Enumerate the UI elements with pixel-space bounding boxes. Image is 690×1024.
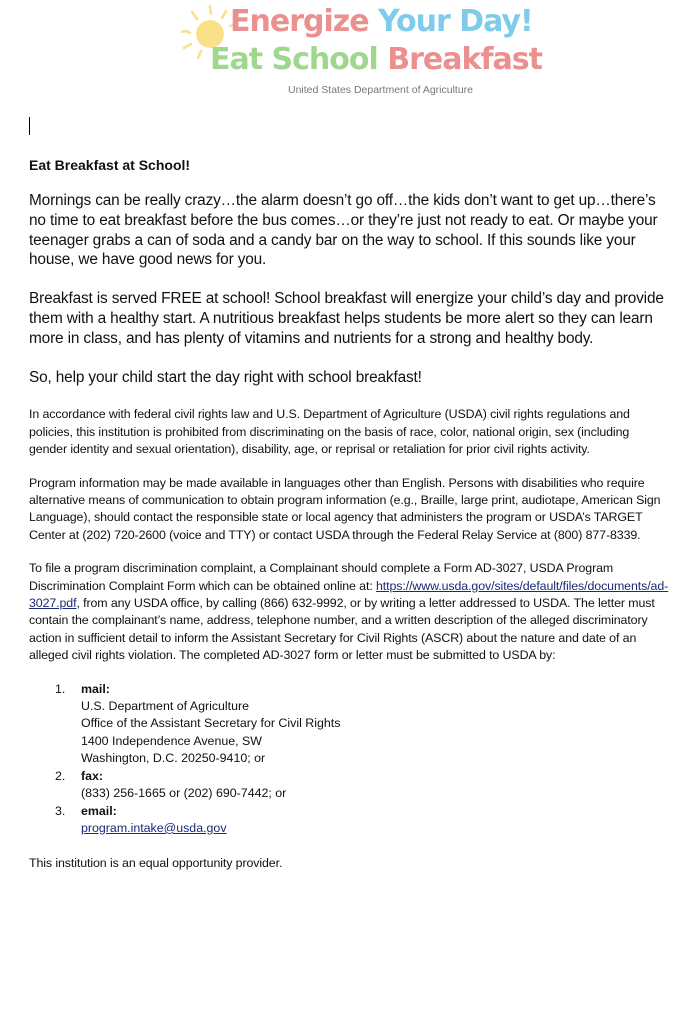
logo-line-1 (230, 4, 533, 39)
logo-word-energize: Energize (230, 4, 369, 39)
address-line: Washington, D.C. 20250-9410; or (81, 751, 266, 766)
energize-your-day-logo (170, 0, 542, 100)
address-line: 1400 Independence Avenue, SW (81, 733, 262, 748)
method-label: mail: (81, 681, 110, 696)
civil-rights-paragraph-1: In accordance with federal civil rights law and U.S. Department of Agriculture (USDA) civil rights regulations and policies, this institution is prohibited from discriminating on the basis of race, color, national origin, sex (including gender identity and sexual orientation), disability, age, or reprisal or retaliation for prior civil rights activity. (29, 407, 630, 457)
equal-opportunity-statement: This institution is an equal opportunity provider. (29, 856, 283, 871)
method-mail (29, 681, 669, 768)
logo-line-2 (210, 42, 542, 77)
method-label: email: (81, 803, 117, 818)
text-cursor (29, 117, 30, 135)
civil-rights-paragraph-3 (29, 560, 669, 664)
document-heading: Eat Breakfast at School! (29, 157, 191, 173)
paragraph-breakfast-free: Breakfast is served FREE at school! School breakfast will energize your child’s day and provide them with a healthy start. A nutritious breakfast helps students be more alert so they can learn more in class, and has plenty of vitamins and nutrients for a strong and healthy body. (29, 290, 664, 347)
method-email (29, 803, 669, 838)
civil-rights-paragraph-2: Program information may be made available in languages other than English. Persons with disabilities who require alternative means of communication to obtain program information (e.g., Braille, large print, audiotape, American Sign Language), should contact the responsible state or local agency that administers the program or USDA’s TARGET Center at (202) 720-2600 (voice and TTY) or contact USDA through the Federal Relay Service at (800) 877-8339. (29, 475, 661, 542)
address-line: Office of the Assistant Secretary for Civil Rights (81, 716, 341, 731)
email-link[interactable]: program.intake@usda.gov (81, 820, 227, 835)
address-line: U.S. Department of Agriculture (81, 699, 250, 714)
document-body (29, 157, 669, 889)
logo-word-eat-school: Eat School (210, 42, 378, 77)
method-label: fax: (81, 768, 104, 783)
list-number: 1. (55, 681, 66, 696)
paragraph-mornings: Mornings can be really crazy…the alarm doesn’t go off…the kids don’t want to get up…there’s no time to eat breakfast before the bus comes…or they’re just not ready to eat. Or maybe your teenager grabs a can of soda and a candy bar on the way to school. If this sounds like your house, we have good news for you. (29, 192, 658, 269)
method-fax (29, 768, 669, 803)
submission-methods-list (29, 681, 669, 838)
logo-word-breakfast: Breakfast (387, 42, 542, 77)
list-number: 3. (55, 803, 66, 818)
fax-numbers: (833) 256-1665 or (202) 690-7442; or (81, 786, 287, 801)
complaint-text-before-link: To file a program discrimination complaint, a Complainant should complete a Form AD-3027, USDA Program Discrimination Complaint Form which can be obtained online at: (29, 561, 614, 593)
complaint-text-after-link: , from any USDA office, by calling (866) 632-9992, or by writing a letter addressed to USDA. The letter must contain the complainant’s name, address, telephone number, and a written description of the alleged discriminatory action in sufficient detail to inform the Assistant Secretary for Civil Rights (ASCR) about the nature and date of an alleged civil rights violation. The completed AD-3027 form or letter must be submitted to USDA by: (29, 596, 655, 663)
ad-3027-form-link[interactable]: https://www.usda.gov/sites/default/files/documents/ad-3027.pdf (29, 578, 669, 611)
logo-subtitle: United States Department of Agriculture (288, 84, 474, 96)
paragraph-help-child: So, help your child start the day right with school breakfast! (29, 368, 422, 386)
logo-word-your-day: Your Day! (378, 4, 533, 39)
list-number: 2. (55, 768, 66, 783)
